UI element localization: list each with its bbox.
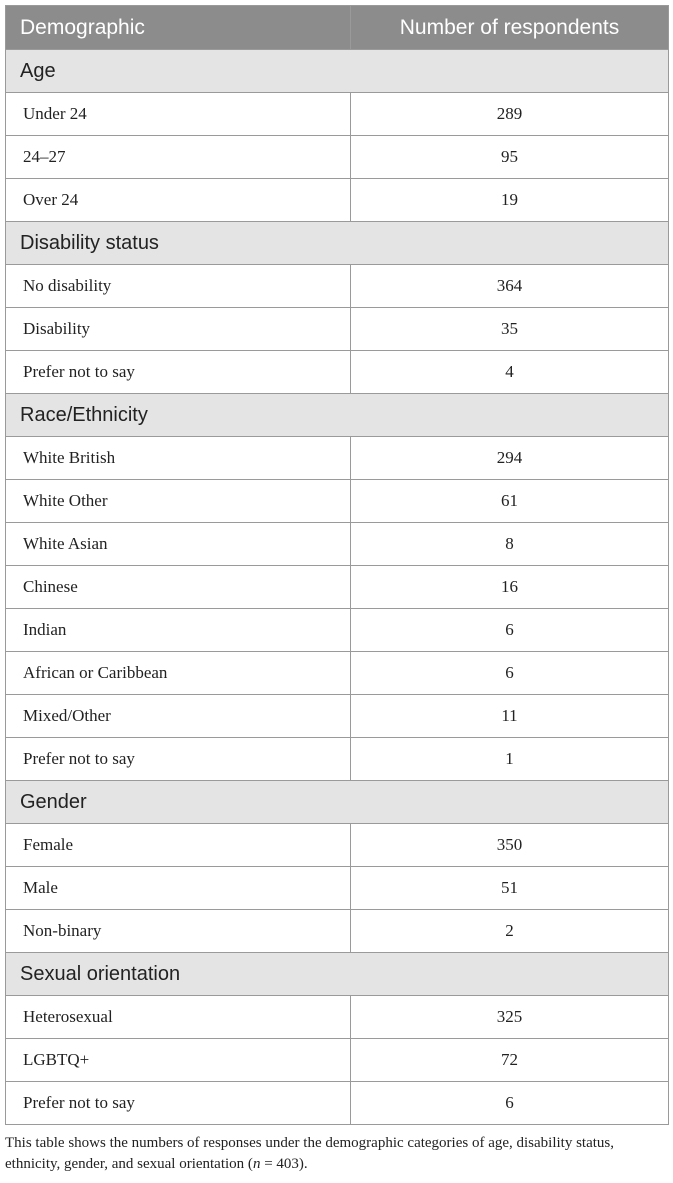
section-title: Disability status <box>6 222 669 265</box>
section-title: Race/Ethnicity <box>6 394 669 437</box>
row-value: 11 <box>351 695 669 738</box>
row-value: 6 <box>351 609 669 652</box>
table-row <box>6 1082 669 1125</box>
header-number-of-respondents: Number of respondents <box>351 6 669 50</box>
row-value: 95 <box>351 136 669 179</box>
row-label: LGBTQ+ <box>6 1039 351 1082</box>
table-row <box>6 437 669 480</box>
row-value: 325 <box>351 996 669 1039</box>
row-label: Non-binary <box>6 910 351 953</box>
table-row <box>6 480 669 523</box>
table-row <box>6 824 669 867</box>
row-label: Prefer not to say <box>6 1082 351 1125</box>
section-header-row <box>6 394 669 437</box>
row-value: 8 <box>351 523 669 566</box>
table-row <box>6 695 669 738</box>
row-value: 16 <box>351 566 669 609</box>
table-body <box>6 50 669 1125</box>
row-label: Prefer not to say <box>6 738 351 781</box>
section-title: Age <box>6 50 669 93</box>
table-row <box>6 523 669 566</box>
row-value: 350 <box>351 824 669 867</box>
table-row <box>6 136 669 179</box>
row-label: Indian <box>6 609 351 652</box>
section-header-row <box>6 50 669 93</box>
table-row <box>6 609 669 652</box>
caption-n-symbol: n <box>252 1156 261 1172</box>
row-label: Disability <box>6 308 351 351</box>
section-title: Sexual orientation <box>6 953 669 996</box>
caption-text-after: = 403). <box>260 1156 308 1172</box>
row-value: 2 <box>351 910 669 953</box>
row-value: 51 <box>351 867 669 910</box>
row-value: 19 <box>351 179 669 222</box>
row-label: Under 24 <box>6 93 351 136</box>
row-label: African or Caribbean <box>6 652 351 695</box>
row-value: 35 <box>351 308 669 351</box>
table-row <box>6 265 669 308</box>
row-value: 4 <box>351 351 669 394</box>
table-row <box>6 652 669 695</box>
table-header-row <box>6 6 669 50</box>
section-header-row <box>6 953 669 996</box>
row-value: 6 <box>351 652 669 695</box>
table-row <box>6 93 669 136</box>
row-value: 61 <box>351 480 669 523</box>
section-title: Gender <box>6 781 669 824</box>
row-label: Mixed/Other <box>6 695 351 738</box>
header-demographic: Demographic <box>6 6 351 50</box>
row-label: No disability <box>6 265 351 308</box>
row-label: White Asian <box>6 523 351 566</box>
row-label: Over 24 <box>6 179 351 222</box>
row-label: White British <box>6 437 351 480</box>
table-row <box>6 996 669 1039</box>
demographics-table-container <box>5 5 668 1175</box>
row-value: 294 <box>351 437 669 480</box>
row-label: Female <box>6 824 351 867</box>
table-row <box>6 308 669 351</box>
row-value: 364 <box>351 265 669 308</box>
row-label: Chinese <box>6 566 351 609</box>
row-label: 24–27 <box>6 136 351 179</box>
section-header-row <box>6 781 669 824</box>
demographics-table <box>5 5 669 1125</box>
table-row <box>6 566 669 609</box>
table-row <box>6 910 669 953</box>
row-value: 6 <box>351 1082 669 1125</box>
table-caption <box>5 1133 668 1175</box>
table-row <box>6 179 669 222</box>
table-row <box>6 351 669 394</box>
caption-text-before: This table shows the numbers of responses under the demographic categories of age, disability status, ethnicity, gender, and sexual orientation ( <box>5 1135 615 1172</box>
row-label: Male <box>6 867 351 910</box>
section-header-row <box>6 222 669 265</box>
row-label: Prefer not to say <box>6 351 351 394</box>
row-value: 1 <box>351 738 669 781</box>
row-value: 72 <box>351 1039 669 1082</box>
row-label: Heterosexual <box>6 996 351 1039</box>
row-value: 289 <box>351 93 669 136</box>
table-row <box>6 1039 669 1082</box>
row-label: White Other <box>6 480 351 523</box>
table-row <box>6 738 669 781</box>
table-row <box>6 867 669 910</box>
